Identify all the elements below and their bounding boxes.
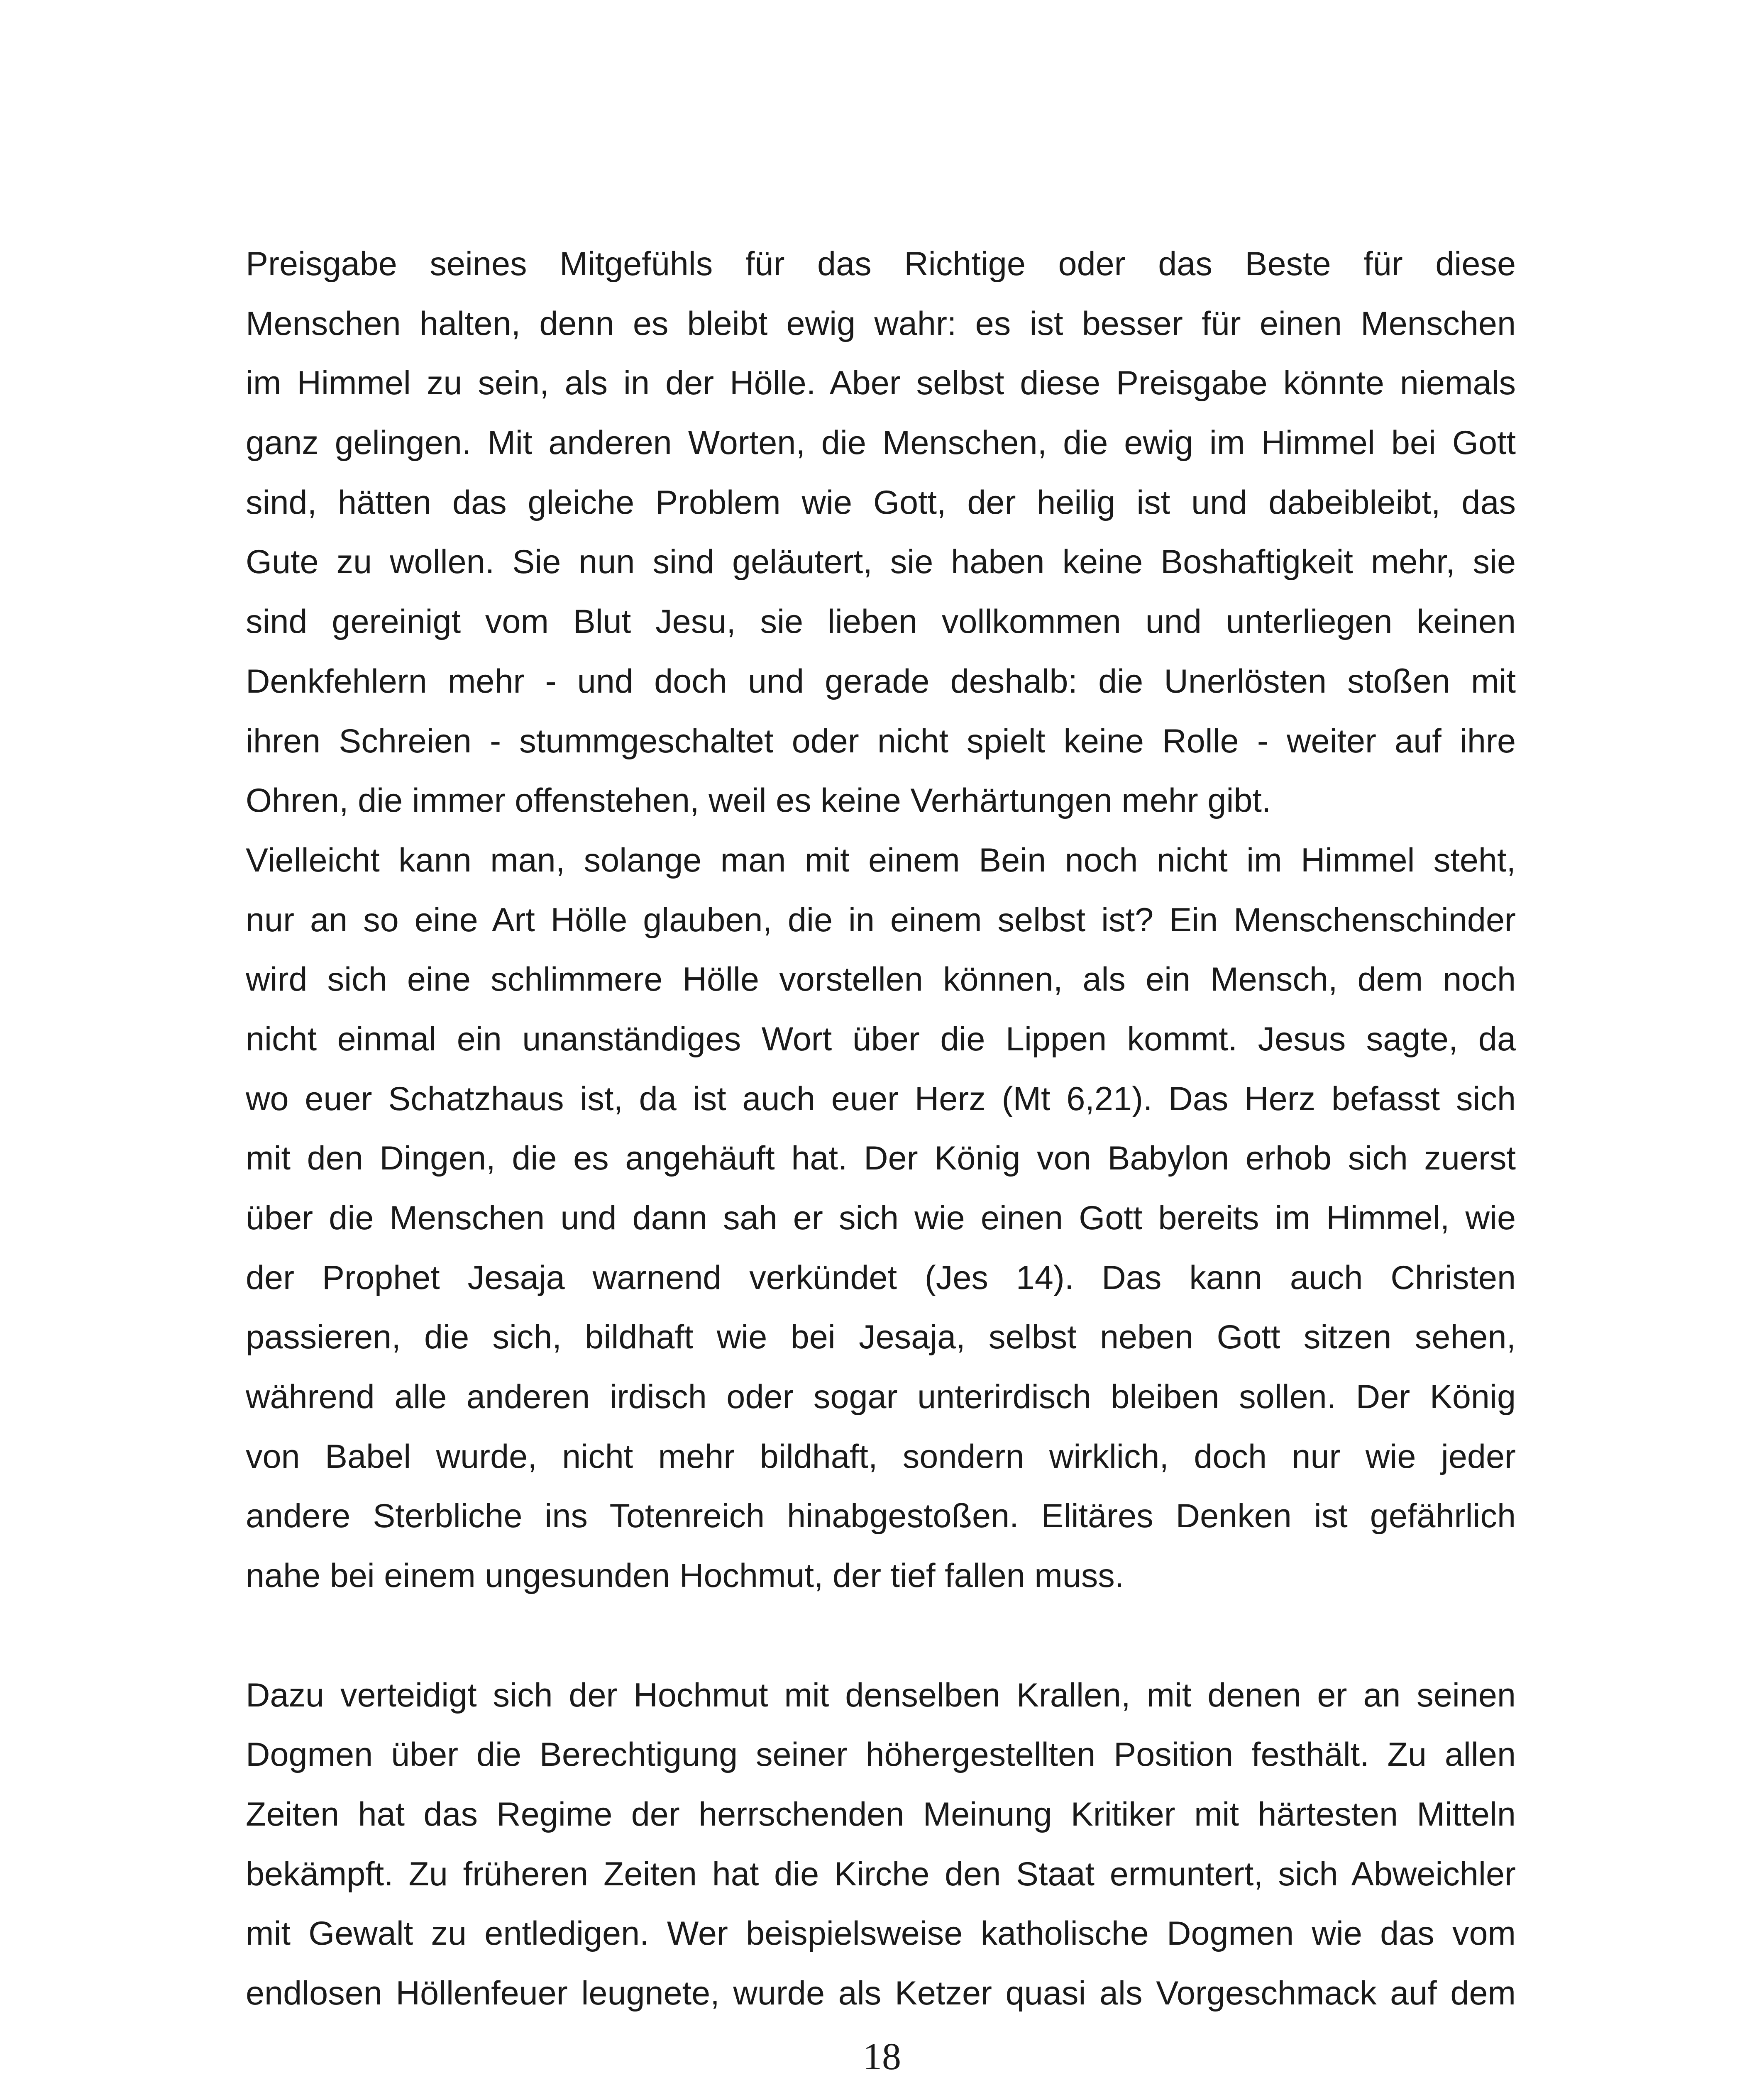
text-line: Menschen halten, denn es bleibt ewig wahr: es ist besser für einen Menschen bbox=[246, 305, 1516, 342]
paragraph-3 bbox=[246, 1666, 1516, 2024]
text-line: ganz gelingen. Mit anderen Worten, die Menschen, die ewig im Himmel bei Gott bbox=[246, 424, 1516, 462]
text-line: wird sich eine schlimmere Hölle vorstellen können, als ein Mensch, dem noch bbox=[246, 961, 1516, 998]
text-line: andere Sterbliche ins Totenreich hinabgestoßen. Elitäres Denken ist gefährlich bbox=[246, 1497, 1516, 1535]
text-line: während alle anderen irdisch oder sogar unterirdisch bleiben sollen. Der König bbox=[246, 1378, 1516, 1416]
text-line: Dazu verteidigt sich der Hochmut mit denselben Krallen, mit denen er an seinen bbox=[246, 1676, 1516, 1714]
text-line: sind gereinigt vom Blut Jesu, sie lieben vollkommen und unterliegen keinen bbox=[246, 603, 1516, 641]
paragraph-1 bbox=[246, 234, 1516, 831]
text-line: Zeiten hat das Regime der herrschenden Meinung Kritiker mit härtesten Mitteln bbox=[246, 1795, 1516, 1833]
text-line: nahe bei einem ungesunden Hochmut, der tief fallen muss. bbox=[246, 1557, 1124, 1595]
text-line: Vielleicht kann man, solange man mit einem Bein noch nicht im Himmel steht, bbox=[246, 841, 1516, 879]
text-line: nicht einmal ein unanständiges Wort über die Lippen kommt. Jesus sagte, da bbox=[246, 1020, 1516, 1058]
text-line: über die Menschen und dann sah er sich wie einen Gott bereits im Himmel, wie bbox=[246, 1199, 1516, 1237]
text-line: nur an so eine Art Hölle glauben, die in einem selbst ist? Ein Menschenschinder bbox=[246, 901, 1516, 939]
text-line: bekämpft. Zu früheren Zeiten hat die Kirche den Staat ermuntert, sich Abweichler bbox=[246, 1855, 1516, 1893]
text-line: mit den Dingen, die es angehäuft hat. Der König von Babylon erhob sich zuerst bbox=[246, 1140, 1516, 1177]
text-line: von Babel wurde, nicht mehr bildhaft, sondern wirklich, doch nur wie jeder bbox=[246, 1438, 1516, 1475]
text-line: Gute zu wollen. Sie nun sind geläutert, sie haben keine Boshaftigkeit mehr, sie bbox=[246, 543, 1516, 581]
text-line: Denkfehlern mehr - und doch und gerade deshalb: die Unerlösten stoßen mit bbox=[246, 662, 1516, 700]
text-line: wo euer Schatzhaus ist, da ist auch euer Herz (Mt 6,21). Das Herz befasst sich bbox=[246, 1080, 1516, 1118]
text-line: im Himmel zu sein, als in der Hölle. Aber selbst diese Preisgabe könnte niemals bbox=[246, 364, 1516, 402]
text-line: ihren Schreien - stummgeschaltet oder nicht spielt keine Rolle - weiter auf ihre bbox=[246, 722, 1516, 760]
paragraph-spacer bbox=[246, 1606, 1516, 1666]
text-line: Preisgabe seines Mitgefühls für das Richtige oder das Beste für diese bbox=[246, 245, 1516, 283]
text-line: Dogmen über die Berechtigung seiner höhergestellten Position festhält. Zu allen bbox=[246, 1736, 1516, 1774]
text-line: sind, hätten das gleiche Problem wie Gott, der heilig ist und dabeibleibt, das bbox=[246, 483, 1516, 521]
text-line: der Prophet Jesaja warnend verkündet (Jes 14). Das kann auch Christen bbox=[246, 1259, 1516, 1296]
page-number: 18 bbox=[863, 2035, 901, 2075]
text-line: endlosen Höllenfeuer leugnete, wurde als Ketzer quasi als Vorgeschmack auf dem bbox=[246, 1974, 1516, 2012]
text-line: passieren, die sich, bildhaft wie bei Jesaja, selbst neben Gott sitzen sehen, bbox=[246, 1318, 1516, 1356]
text-line: mit Gewalt zu entledigen. Wer beispielsweise katholische Dogmen wie das vom bbox=[246, 1915, 1516, 1953]
body-text bbox=[246, 234, 1516, 2024]
text-line: Ohren, die immer offenstehen, weil es keine Verhärtungen mehr gibt. bbox=[246, 782, 1271, 820]
paragraph-2 bbox=[246, 831, 1516, 1606]
